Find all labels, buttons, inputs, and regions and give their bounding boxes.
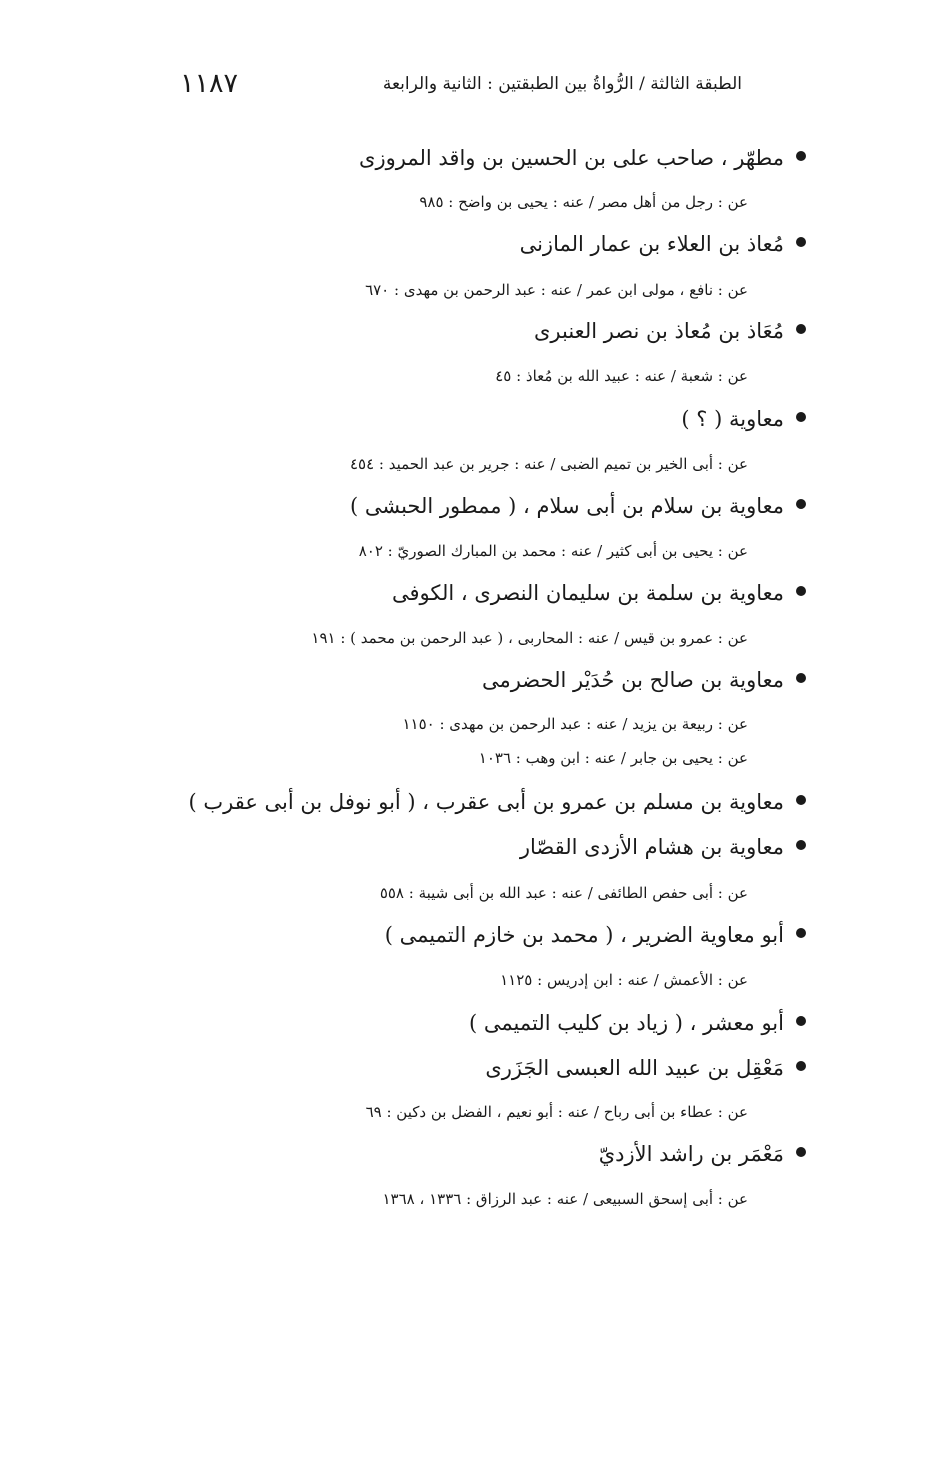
- narrator-name: أبو معاوية الضرير ، ( محمد بن خازم التميمى ): [384, 923, 784, 947]
- narration-chain: عن : أبى الخير بن تميم الضبى / عنه : جرير بن عبد الحميد : ٤٥٤: [349, 455, 748, 473]
- narration-chain: عن : ربيعة بن يزيد / عنه : عبد الرحمن بن مهدى : ١١٥٠: [402, 715, 748, 733]
- bullet-icon: [796, 412, 806, 422]
- narration-chain: عن : نافع ، مولى ابن عمر / عنه : عبد الرحمن بن مهدى : ٦٧٠: [365, 281, 748, 299]
- narration-chain: عن : شعبة / عنه : عبيد الله بن مُعاذ : ٤٥: [495, 367, 748, 385]
- narrator-name: معاوية بن هشام الأزدى القصّار: [519, 835, 784, 859]
- bullet-icon: [796, 151, 806, 161]
- narrator-entry: [186, 1137, 806, 1177]
- narration-chain: عن : رجل من أهل مصر / عنه : يحيى بن واضح : ٩٨٥: [419, 193, 748, 211]
- narrator-name: مُعَاذ بن مُعاذ بن نصر العنبرى: [533, 319, 784, 343]
- narrator-entry: [186, 1006, 806, 1046]
- narrator-name: مطهّر ، صاحب على بن الحسين بن واقد المروزى: [359, 146, 784, 170]
- narrator-name: معاوية بن صالح بن حُدَيْر الحضرمى: [481, 668, 784, 692]
- narrator-entry: [86, 785, 806, 825]
- narrator-entry: [186, 227, 806, 267]
- narration-chain: عن : أبى حفص الطائفى / عنه : عبد الله بن أبى شيبة : ٥٥٨: [379, 884, 748, 902]
- narrator-name: مَعْمَر بن راشد الأزديّ: [598, 1142, 784, 1166]
- narrator-entry: [186, 576, 806, 616]
- narrator-entry: [186, 314, 806, 354]
- narrator-entry: [186, 1051, 806, 1091]
- bullet-icon: [796, 586, 806, 596]
- bullet-icon: [796, 673, 806, 683]
- bullet-icon: [796, 795, 806, 805]
- narration-chain: عن : أبى إسحق السبيعى / عنه : عبد الرزاق : ١٣٣٦ ، ١٣٦٨: [382, 1190, 748, 1208]
- bullet-icon: [796, 324, 806, 334]
- narration-chain: عن : يحيى بن جابر / عنه : ابن وهب : ١٠٣٦: [478, 749, 748, 767]
- page-number: ١١٨٧: [180, 68, 239, 99]
- narration-chain: عن : الأعمش / عنه : ابن إدريس : ١١٢٥: [500, 971, 748, 989]
- bullet-icon: [796, 840, 806, 850]
- narrator-entry: [186, 830, 806, 870]
- bullet-icon: [796, 499, 806, 509]
- narration-chain: عن : عمرو بن قيس / عنه : المحاربى ، ( عبد الرحمن بن محمد ) : ١٩١: [311, 629, 748, 647]
- narrator-name: مَعْقِل بن عبيد الله العبسى الجَزَرى: [485, 1056, 784, 1080]
- narrator-name: مُعاذ بن العلاء بن عمار المازنى: [519, 232, 784, 256]
- narrator-name: معاوية بن سلام بن أبى سلام ، ( ممطور الحبشى ): [349, 494, 784, 518]
- running-title: الطبقة الثالثة / الرُّواةُ بين الطبقتين : الثانية والرابعة: [382, 74, 742, 94]
- narrator-name: معاوية بن سلمة بن سليمان النصرى ، الكوفى: [391, 581, 784, 605]
- narrator-entry: [186, 663, 806, 703]
- bullet-icon: [796, 928, 806, 938]
- narrator-name: معاوية ( ؟ ): [681, 407, 784, 431]
- page-header: [180, 66, 742, 106]
- bullet-icon: [796, 1147, 806, 1157]
- narration-chain: عن : يحيى بن أبى كثير / عنه : محمد بن المبارك الصوريّ : ٨٠٢: [358, 542, 748, 560]
- narrator-name: معاوية بن مسلم بن عمرو بن أبى عقرب ، ( أبو نوفل بن أبى عقرب ): [188, 790, 784, 814]
- narration-chain: عن : عطاء بن أبى رباح / عنه : أبو نعيم ، الفضل بن دكين : ٦٩: [365, 1103, 748, 1121]
- bullet-icon: [796, 1016, 806, 1026]
- narrator-entry: [186, 141, 806, 181]
- narrator-name: أبو معشر ، ( زياد بن كليب التميمى ): [469, 1011, 784, 1035]
- bullet-icon: [796, 1061, 806, 1071]
- narrator-entry: [186, 402, 806, 442]
- bullet-icon: [796, 237, 806, 247]
- narrator-entry: [186, 918, 806, 958]
- narrator-entry: [186, 489, 806, 529]
